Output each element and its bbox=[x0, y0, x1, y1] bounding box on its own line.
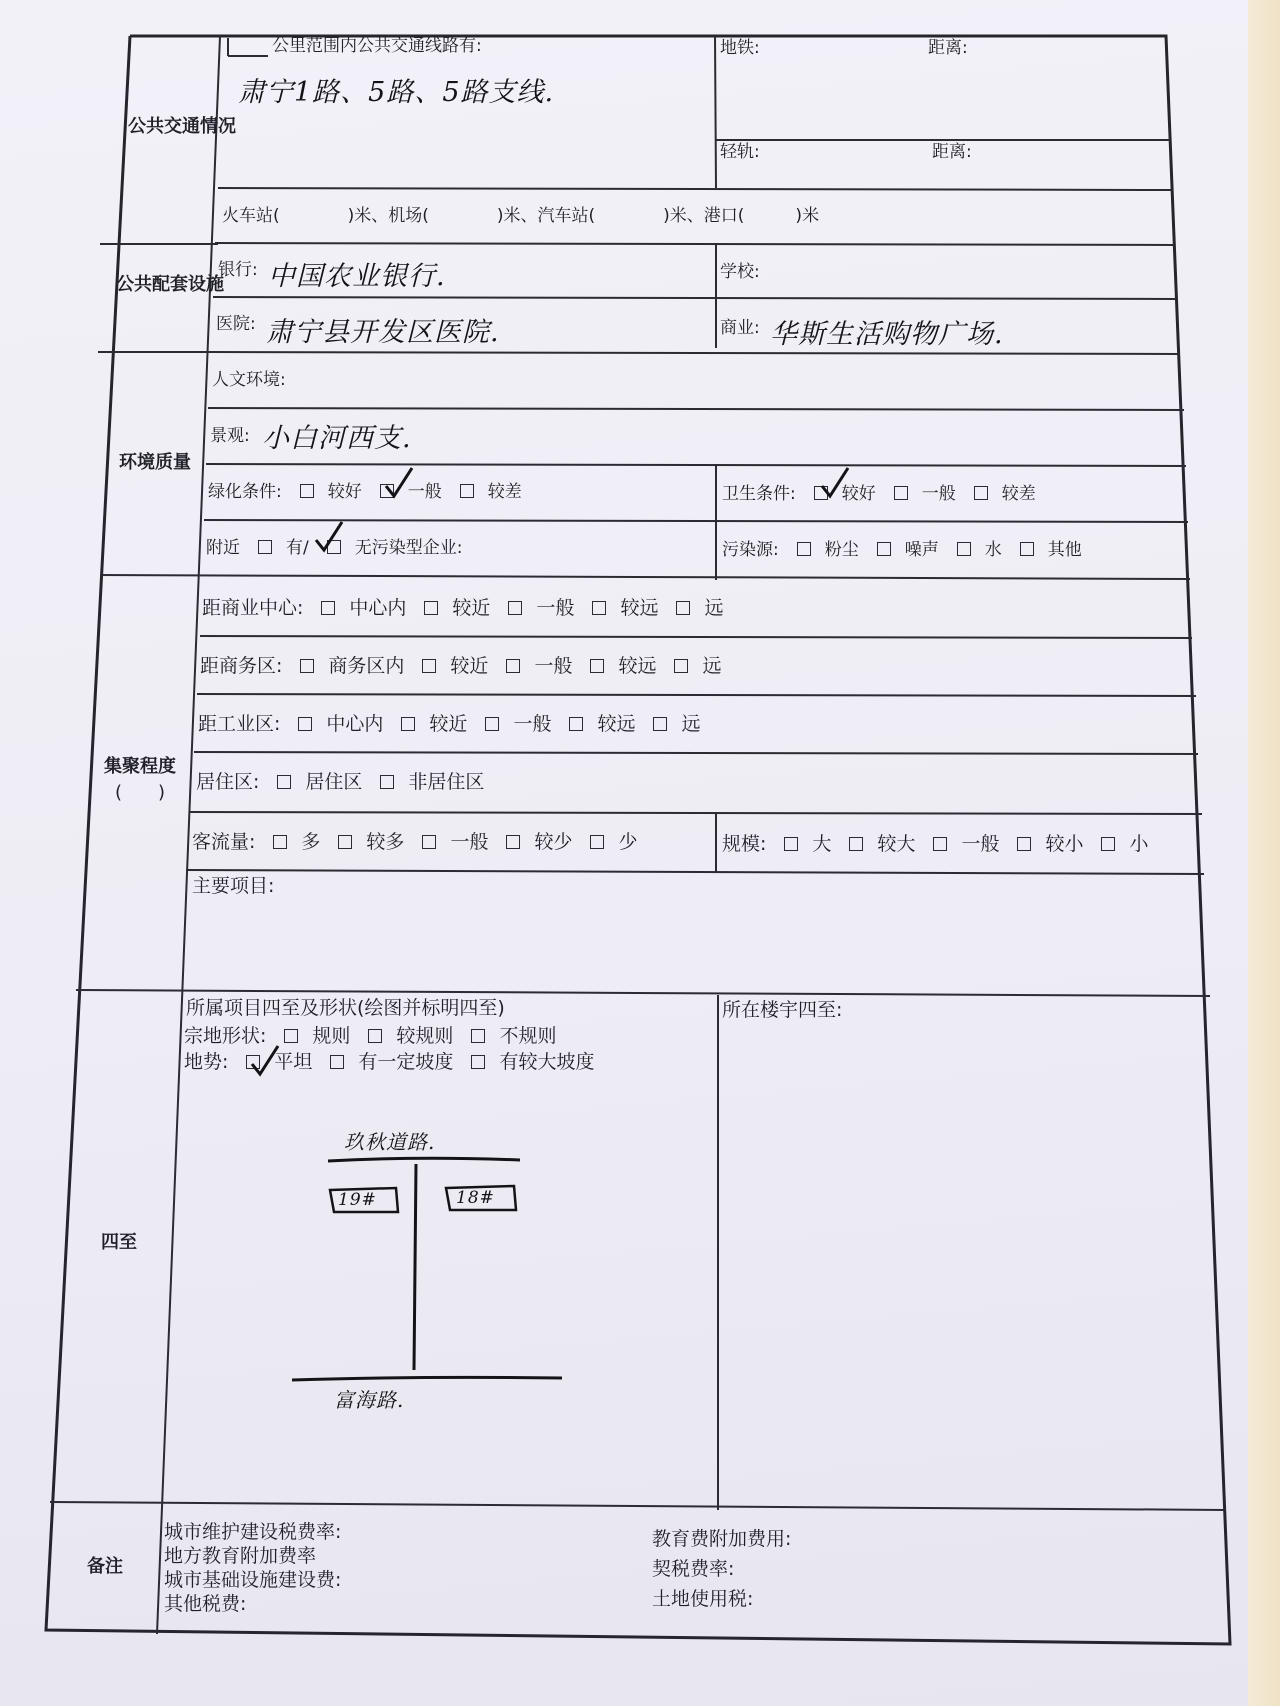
traffic-label: 客流量: bbox=[192, 831, 256, 853]
pollution-checkbox-other[interactable] bbox=[1020, 542, 1034, 556]
sanitation-checkbox-poor[interactable] bbox=[974, 486, 988, 500]
subway-distance-label: 距离: bbox=[928, 38, 968, 58]
option-label: 大 bbox=[812, 833, 832, 855]
option-label: 中心内 bbox=[349, 597, 407, 619]
checkbox[interactable] bbox=[401, 717, 415, 731]
sanitation-option-average: 一般 bbox=[921, 484, 956, 504]
greening-label: 绿化条件: bbox=[208, 482, 282, 502]
train-station-label: 火车站 bbox=[222, 206, 273, 226]
greening-checkbox-poor[interactable] bbox=[460, 484, 474, 498]
checkbox[interactable] bbox=[338, 835, 352, 849]
nearby-has-checkbox[interactable] bbox=[258, 540, 272, 554]
option-label: 较小 bbox=[1045, 833, 1084, 855]
remarks-item: 城市维护建设税费率: bbox=[164, 1521, 342, 1543]
bank-label: 银行: bbox=[218, 260, 258, 280]
light-rail-label: 轻轨: bbox=[720, 142, 760, 162]
checkbox[interactable] bbox=[508, 601, 522, 615]
greening-row bbox=[208, 482, 536, 502]
shape-row bbox=[184, 1024, 570, 1048]
nearby-check-mark-icon bbox=[314, 520, 344, 554]
checkbox[interactable] bbox=[1017, 837, 1031, 851]
terrain-check-mark-icon bbox=[250, 1044, 280, 1078]
pollution-option-other: 其他 bbox=[1047, 540, 1082, 560]
unit-label: 米 bbox=[802, 206, 820, 226]
checkbox[interactable] bbox=[422, 659, 436, 673]
greening-option-good: 较好 bbox=[327, 482, 362, 502]
remarks-item: 地方教育附加费率 bbox=[164, 1545, 317, 1567]
agglomeration-section-sublabel: ( ) bbox=[114, 782, 166, 803]
checkbox[interactable] bbox=[676, 601, 690, 615]
bus-lines-value[interactable]: 肃宁1路、5路、5路支线. bbox=[238, 77, 555, 108]
unit-label: 米 bbox=[669, 206, 687, 226]
checkbox[interactable] bbox=[380, 775, 394, 789]
checkbox[interactable] bbox=[653, 717, 667, 731]
option-label: 远 bbox=[704, 597, 724, 619]
checkbox[interactable] bbox=[321, 601, 335, 615]
hospital-label: 医院: bbox=[216, 314, 256, 334]
option-label: 有较大坡度 bbox=[499, 1051, 595, 1073]
checkbox[interactable] bbox=[590, 835, 604, 849]
light-rail-distance-label: 距离: bbox=[932, 142, 972, 162]
pollution-option-noise: 噪声 bbox=[904, 540, 939, 560]
remarks-left-list bbox=[164, 1520, 341, 1616]
option-label: 较多 bbox=[366, 831, 405, 853]
option-label: 一般 bbox=[450, 831, 489, 853]
sanitation-label: 卫生条件: bbox=[722, 484, 796, 504]
environment-section-label: 环境质量 bbox=[119, 452, 191, 473]
option-label: 商务区内 bbox=[328, 655, 405, 677]
option-label: 小 bbox=[1129, 833, 1149, 855]
option-label: 较近 bbox=[450, 655, 489, 677]
nearby-has-option: 有/ bbox=[286, 538, 309, 558]
remarks-section-label: 备注 bbox=[87, 1556, 123, 1577]
business-distance-label: 距商务区: bbox=[200, 655, 283, 677]
option-label: 较近 bbox=[452, 597, 491, 619]
checkbox[interactable] bbox=[422, 835, 436, 849]
industrial-distance-row bbox=[198, 712, 714, 736]
main-projects-label: 主要项目: bbox=[192, 875, 275, 897]
option-label: 较远 bbox=[618, 655, 657, 677]
checkbox[interactable] bbox=[674, 659, 688, 673]
checkbox[interactable] bbox=[330, 1055, 344, 1069]
remarks-item: 其他税费: bbox=[164, 1593, 247, 1615]
sketch-bottom-road-label: 富海路. bbox=[334, 1388, 405, 1412]
pollution-checkbox-dust[interactable] bbox=[797, 542, 811, 556]
option-label: 非居住区 bbox=[408, 771, 485, 793]
residential-label: 居住区: bbox=[196, 771, 260, 793]
stations-row: 火车站( )米、机场( )米、汽车站( )米、港口( )米 bbox=[222, 206, 820, 226]
remarks-item: 教育费附加费用: bbox=[652, 1528, 792, 1550]
option-label: 较少 bbox=[534, 831, 573, 853]
checkbox[interactable] bbox=[471, 1055, 485, 1069]
traffic-row bbox=[192, 830, 651, 854]
port-label: 港口 bbox=[703, 206, 738, 226]
scale-label: 规模: bbox=[722, 833, 767, 855]
commerce-value[interactable]: 华斯生活购物广场. bbox=[770, 319, 1004, 350]
option-label: 一般 bbox=[513, 713, 552, 735]
building-boundaries-label: 所在楼宇四至: bbox=[722, 999, 843, 1021]
checkbox[interactable] bbox=[592, 601, 606, 615]
remarks-item: 城市基础设施建设费: bbox=[164, 1569, 342, 1591]
sketch-left-building-label: 19# bbox=[338, 1190, 377, 1210]
greening-option-poor: 较差 bbox=[487, 482, 522, 502]
pollution-checkbox-water[interactable] bbox=[957, 542, 971, 556]
option-label: 多 bbox=[301, 831, 321, 853]
remarks-item: 契税费率: bbox=[652, 1558, 735, 1580]
option-label: 较远 bbox=[620, 597, 659, 619]
pollution-option-water: 水 bbox=[984, 540, 1002, 560]
option-label: 较近 bbox=[429, 713, 468, 735]
checkbox[interactable] bbox=[784, 837, 798, 851]
boundaries-section-label: 四至 bbox=[101, 1232, 137, 1253]
facilities-section-label: 公共配套设施 bbox=[116, 274, 224, 295]
option-label: 居住区 bbox=[305, 771, 363, 793]
option-label: 中心内 bbox=[326, 713, 384, 735]
option-label: 一般 bbox=[534, 655, 573, 677]
industrial-distance-label: 距工业区: bbox=[198, 713, 281, 735]
pollution-row bbox=[722, 540, 1096, 560]
checkbox[interactable] bbox=[424, 601, 438, 615]
option-label: 少 bbox=[618, 831, 638, 853]
option-label: 较远 bbox=[597, 713, 636, 735]
landscape-label: 景观: bbox=[210, 426, 250, 446]
bank-value[interactable]: 中国农业银行. bbox=[268, 261, 446, 292]
checkbox[interactable] bbox=[849, 837, 863, 851]
nearby-prefix: 附近 bbox=[206, 538, 240, 558]
greening-checkbox-good[interactable] bbox=[300, 484, 314, 498]
sanitation-row bbox=[722, 484, 1050, 504]
checkbox[interactable] bbox=[277, 775, 291, 789]
checkbox[interactable] bbox=[590, 659, 604, 673]
sanitation-option-good: 较好 bbox=[841, 484, 876, 504]
agglomeration-section-label: 集聚程度 bbox=[104, 756, 176, 777]
nearby-none-option: 无污染型企业: bbox=[354, 538, 463, 558]
business-distance-row bbox=[200, 654, 735, 678]
unit-label: 米 bbox=[503, 206, 521, 226]
checkbox[interactable] bbox=[298, 717, 312, 731]
residential-row bbox=[196, 770, 498, 794]
sanitation-checkbox-average[interactable] bbox=[894, 486, 908, 500]
greening-option-average: 一般 bbox=[407, 482, 442, 502]
coach-station-label: 汽车站 bbox=[537, 206, 589, 226]
scale-row bbox=[722, 832, 1162, 856]
hospital-value[interactable]: 肃宁县开发区医院. bbox=[266, 317, 500, 348]
checkbox[interactable] bbox=[273, 835, 287, 849]
unit-label: 米 bbox=[354, 206, 372, 226]
option-label: 一般 bbox=[961, 833, 1000, 855]
airport-label: 机场 bbox=[388, 206, 423, 226]
checkbox[interactable] bbox=[300, 659, 314, 673]
checkbox[interactable] bbox=[933, 837, 947, 851]
commercial-distance-row bbox=[202, 596, 737, 620]
option-label: 远 bbox=[702, 655, 722, 677]
checkbox[interactable] bbox=[1101, 837, 1115, 851]
pollution-label: 污染源: bbox=[722, 540, 779, 560]
checkbox[interactable] bbox=[471, 1029, 485, 1043]
option-label: 较规则 bbox=[396, 1025, 454, 1047]
option-label: 不规则 bbox=[499, 1025, 557, 1047]
shape-label: 宗地形状: bbox=[184, 1025, 267, 1047]
option-label: 平坦 bbox=[274, 1051, 313, 1073]
commerce-label: 商业: bbox=[720, 318, 760, 338]
remarks-right-list bbox=[652, 1524, 791, 1614]
school-label: 学校: bbox=[720, 262, 760, 282]
pollution-checkbox-noise[interactable] bbox=[877, 542, 891, 556]
checkbox[interactable] bbox=[284, 1029, 298, 1043]
terrain-label: 地势: bbox=[184, 1051, 229, 1073]
project-boundaries-title: 所属项目四至及形状(绘图并标明四至) bbox=[186, 997, 505, 1019]
checkbox[interactable] bbox=[569, 717, 583, 731]
terrain-row bbox=[184, 1050, 608, 1074]
checkbox[interactable] bbox=[506, 659, 520, 673]
commercial-distance-label: 距商业中心: bbox=[202, 597, 304, 619]
option-label: 远 bbox=[681, 713, 701, 735]
sanitation-check-mark-icon bbox=[820, 466, 850, 500]
pollution-option-dust: 粉尘 bbox=[824, 540, 859, 560]
subway-label: 地铁: bbox=[720, 38, 760, 58]
checkbox[interactable] bbox=[368, 1029, 382, 1043]
option-label: 有一定坡度 bbox=[358, 1051, 454, 1073]
sanitation-option-poor: 较差 bbox=[1001, 484, 1036, 504]
checkbox[interactable] bbox=[506, 835, 520, 849]
checkbox[interactable] bbox=[485, 717, 499, 731]
sketch-top-road-label: 玖秋道路. bbox=[344, 1130, 436, 1154]
transport-section-label: 公共交通情况 bbox=[128, 116, 236, 137]
option-label: 规则 bbox=[312, 1025, 351, 1047]
remarks-item: 土地使用税: bbox=[652, 1588, 754, 1610]
sketch-right-building-label: 18# bbox=[456, 1188, 495, 1208]
bus-lines-label: 公里范围内公共交通线路有: bbox=[272, 36, 482, 56]
option-label: 较大 bbox=[877, 833, 916, 855]
landscape-value[interactable]: 小白河西支. bbox=[262, 423, 412, 454]
option-label: 一般 bbox=[536, 597, 575, 619]
greening-check-mark-icon bbox=[384, 466, 414, 500]
culture-label: 人文环境: bbox=[212, 370, 286, 390]
